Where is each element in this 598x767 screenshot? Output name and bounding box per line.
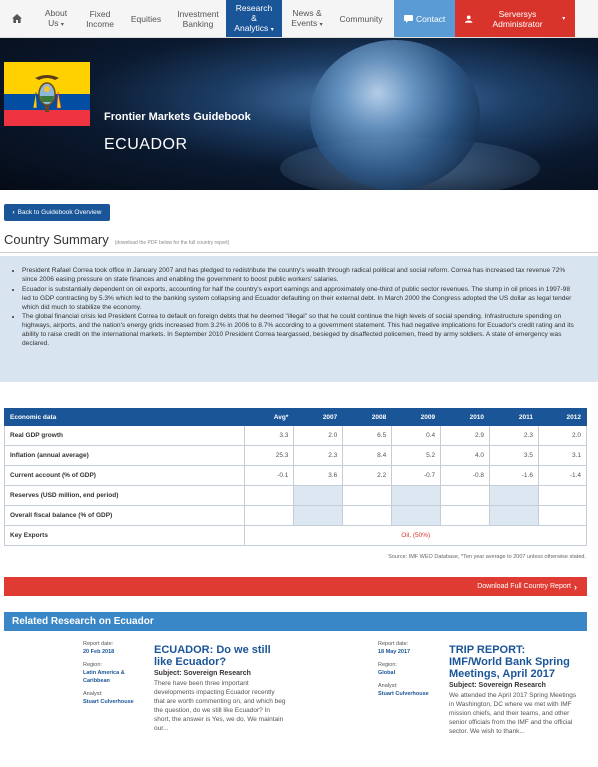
summary-box (0, 256, 598, 382)
download-label: Download Full Country Report (477, 583, 571, 590)
nav-fixed-income[interactable] (78, 0, 122, 37)
table-cell: 2.3 (490, 426, 539, 446)
summary-bullet: • The global financial crisis led President Correa to default on foreign debts that he deemed "illegal" so that he could continue the high levels of social spending. Infrastructure spending on highways, airports, and the nation's energy grids increased from 3.2% in 2006 to 8.7% according to a government statement. This had negative implications for Ecuador's credit rating and its ability to raise credit on the international markets. In September 2010 President Correa teargassed, besieged by disaffected policemen, freed by army soldiers. A state of emergency was declared. (22, 312, 580, 348)
table-cell (392, 486, 441, 506)
table-cell: -0.7 (392, 466, 441, 486)
hero-banner (0, 38, 598, 190)
chat-icon (404, 15, 413, 23)
nav-fixed-income-label: Fixed (89, 8, 111, 19)
summary-title: Country Summary (4, 232, 109, 247)
admin-label: Serversys Administrator (492, 8, 543, 29)
coat-of-arms-icon (33, 72, 61, 114)
table-cell: 2.0 (294, 426, 343, 446)
report-meta (378, 640, 448, 698)
table-cell (538, 506, 586, 526)
table-cell: 5.2 (392, 446, 441, 466)
analyst-link[interactable]: Stuart Culverhouse (378, 691, 429, 697)
article-subject: Subject: Sovereign Research (449, 682, 546, 689)
region-link[interactable]: Global (378, 670, 396, 676)
divider (0, 252, 598, 253)
table-cell: -1.6 (490, 466, 539, 486)
nav-equities-label: Equities (130, 13, 162, 24)
table-cell: -0.8 (441, 466, 490, 486)
nav-research-analytics-label: Research & (235, 2, 273, 23)
report-date-label: Report date: (378, 641, 409, 647)
admin-menu-button[interactable] (455, 0, 575, 37)
ecuador-flag (4, 62, 90, 126)
table-cell: 8.4 (343, 446, 392, 466)
caret-down-icon: ▾ (319, 21, 323, 28)
table-cell: 25.3 (245, 446, 294, 466)
table-cell: 2.2 (343, 466, 392, 486)
caret-down-icon: ▾ (60, 21, 64, 28)
contact-label: Contact (416, 13, 446, 24)
table-row (5, 486, 587, 506)
table-row (5, 466, 587, 486)
row-label: Key Exports (5, 526, 245, 546)
row-label: Reserves (USD million, end period) (5, 486, 245, 506)
table-header-row (5, 409, 587, 426)
home-icon (12, 14, 22, 23)
table-cell (490, 506, 539, 526)
hero-subtitle: Frontier Markets Guidebook (104, 111, 251, 123)
nav-equities[interactable] (122, 0, 170, 37)
report-meta (83, 640, 153, 706)
nav-news-events-label: News & (292, 7, 322, 18)
table-cell (294, 486, 343, 506)
nav-investment-banking-sub: Banking (182, 18, 214, 29)
top-navigation (0, 0, 598, 38)
table-cell: -0.1 (245, 466, 294, 486)
caret-down-icon: ▾ (270, 26, 274, 33)
nav-community[interactable] (332, 0, 390, 37)
article-subject: Subject: Sovereign Research (154, 670, 251, 677)
table-row (5, 426, 587, 446)
analyst-link[interactable]: Stuart Culverhouse (83, 699, 134, 705)
column-header: 2008 (343, 409, 392, 426)
nav-research-analytics-sub: Analytics (234, 22, 269, 33)
table-cell: 3.5 (490, 446, 539, 466)
nav-about[interactable] (34, 0, 78, 37)
table-cell (343, 506, 392, 526)
back-button-label: Back to Guidebook Overview (17, 209, 102, 216)
caret-down-icon: ▾ (562, 15, 566, 22)
table-cell (538, 486, 586, 506)
user-icon (465, 15, 472, 23)
nav-investment-banking[interactable] (170, 0, 226, 37)
table-cell: 2.3 (294, 446, 343, 466)
nav-news-events[interactable] (282, 0, 332, 37)
nav-fixed-income-sub: Income (86, 18, 114, 29)
nav-investment-banking-label: Investment (177, 8, 219, 19)
row-label: Real GDP growth (5, 426, 245, 446)
row-label: Inflation (annual average) (5, 446, 245, 466)
column-header: 2007 (294, 409, 343, 426)
region-label: Region: (83, 662, 102, 668)
back-to-guidebook-button[interactable] (4, 204, 110, 221)
chevron-right-icon: › (574, 581, 577, 592)
article-title-link[interactable]: ECUADOR: Do we still like Ecuador? (154, 644, 271, 668)
table-cell (490, 486, 539, 506)
table-cell: 3.6 (294, 466, 343, 486)
globe-image (310, 40, 480, 190)
article-title-link[interactable]: TRIP REPORT: IMF/World Bank Spring Meetings, April 2017 (449, 644, 570, 680)
table-cell: 3.3 (245, 426, 294, 446)
table-cell (294, 506, 343, 526)
analyst-label: Analyst: (83, 691, 103, 697)
region-label: Region: (378, 662, 397, 668)
column-header: Avg* (245, 409, 294, 426)
column-header: 2011 (490, 409, 539, 426)
economic-data-table (4, 408, 587, 546)
article-excerpt: There have been three important developments impacting Ecuador recently that are worth commenting on, and which beg the question, do we still like Ecuador? In short, the answer is Yes, we do. We maintain our... (154, 680, 286, 732)
column-header: 2010 (441, 409, 490, 426)
table-cell (245, 506, 294, 526)
hero-title: ECUADOR (104, 136, 188, 153)
summary-list (22, 266, 580, 348)
nav-home[interactable] (0, 0, 34, 37)
column-header: Economic data (5, 409, 245, 426)
article-card (449, 644, 581, 736)
key-exports-value: Oil, (50%) (245, 526, 587, 546)
row-label: Overall fiscal balance (% of GDP) (5, 506, 245, 526)
nav-news-events-sub: Events (291, 17, 318, 28)
report-date: 20 Feb 2018 (83, 649, 115, 655)
region-link[interactable]: Latin America & Caribbean (83, 670, 125, 684)
column-header: 2009 (392, 409, 441, 426)
summary-bullet: • President Rafael Correa took office in January 2007 and has pledged to redistribute the country's wealth through radical political and social reform. Correa has increased tax revenue 72% since 2006 easing pressure on state finances and enabling the government to boost public workers' salaries. (22, 266, 580, 284)
nav-community-label: Community (339, 13, 383, 24)
table-cell (392, 506, 441, 526)
article-card (154, 644, 286, 733)
article-excerpt: We attended the April 2017 Spring Meetings in Washington, DC where we met with IMF mission chiefs, and their teams, and other senior officials from the IMF and the official sector. We wish to thank... (449, 692, 577, 735)
contact-button[interactable] (394, 0, 455, 37)
table-cell (441, 506, 490, 526)
table-cell: 3.1 (538, 446, 586, 466)
table-source-note: Source: IMF WEO Database, *Ten year average to 2007 unless otherwise stated. (388, 554, 586, 560)
table-cell: -1.4 (538, 466, 586, 486)
table-cell: 2.0 (538, 426, 586, 446)
table-row (5, 526, 587, 546)
column-header: 2012 (538, 409, 586, 426)
report-date: 18 May 2017 (378, 649, 411, 655)
summary-note: (download the PDF below for the full country report) (114, 240, 230, 246)
nav-about-sub: Us (48, 17, 59, 28)
table-cell: 4.0 (441, 446, 490, 466)
related-research-heading: Related Research on Ecuador (4, 612, 587, 631)
table-cell: 0.4 (392, 426, 441, 446)
row-label: Current account (% of GDP) (5, 466, 245, 486)
nav-about-label: About (44, 7, 68, 18)
summary-bullet: • Ecuador is substantially dependent on oil exports, accounting for half the country's export earnings and approximately one-third of public sector revenues. The slump in oil prices in 1997-98 led to GDP contracting by 5.3% which led to the banking system collapsing and Ecuador defaulting on their external debt. In March 2000 the Congress adopted the US dollar as legal tender which did much to stabilize the economy. (22, 285, 580, 312)
table-row (5, 446, 587, 466)
table-cell: 6.5 (343, 426, 392, 446)
table-cell (441, 486, 490, 506)
download-report-button[interactable] (4, 577, 587, 596)
table-cell: 2.9 (441, 426, 490, 446)
analyst-label: Analyst: (378, 683, 398, 689)
nav-research-analytics[interactable] (226, 0, 282, 37)
table-row (5, 506, 587, 526)
chevron-left-icon: ‹ (12, 209, 15, 216)
table-cell (343, 486, 392, 506)
summary-header (4, 232, 229, 247)
table-cell (245, 486, 294, 506)
report-date-label: Report date: (83, 641, 114, 647)
